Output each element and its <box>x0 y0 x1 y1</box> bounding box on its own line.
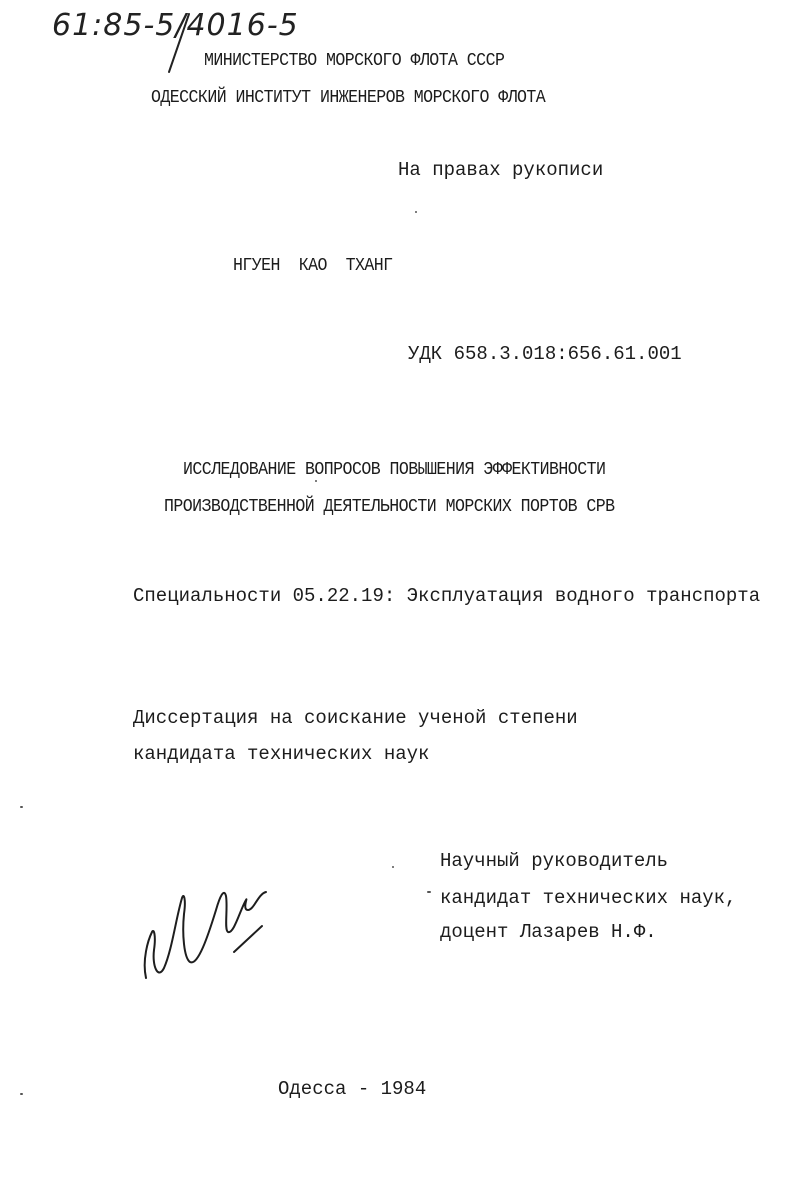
ministry-name: МИНИСТЕРСТВО МОРСКОГО ФЛОТА СССР <box>204 51 505 71</box>
institute-name: ОДЕССКИЙ ИНСТИТУТ ИНЖЕНЕРОВ МОРСКОГО ФЛОТА <box>151 88 546 108</box>
supervisor-degree: кандидат технических наук, <box>440 887 737 909</box>
archive-mark-handwritten: 61:85-5/4016-5 <box>52 8 299 43</box>
specialty-line: Специальности 05.22.19: Эксплуатация водного транспорта <box>133 585 761 607</box>
udc-code: УДК 658.3.018:656.61.001 <box>408 343 682 365</box>
scan-speck <box>392 866 394 868</box>
place-and-year: Одесса - 1984 <box>278 1078 427 1100</box>
handwritten-signature <box>138 870 278 990</box>
manuscript-note: На правах рукописи <box>398 159 604 181</box>
supervisor-role: Научный руководитель <box>440 850 669 872</box>
scan-speck <box>20 806 23 808</box>
scan-speck <box>20 1093 23 1095</box>
dissertation-line-2: кандидата технических наук <box>133 743 430 765</box>
scan-speck <box>415 211 417 213</box>
supervisor-name: доцент Лазарев Н.Ф. <box>440 921 657 943</box>
scan-speck <box>427 891 431 893</box>
scan-speck <box>315 480 317 482</box>
title-line-1: ИССЛЕДОВАНИЕ ВОПРОСОВ ПОВЫШЕНИЯ ЭФФЕКТИВНОСТИ <box>183 460 606 480</box>
handwritten-slash <box>163 12 193 76</box>
title-line-2: ПРОИЗВОДСТВЕННОЙ ДЕЯТЕЛЬНОСТИ МОРСКИХ ПОРТОВ СРВ <box>164 497 615 517</box>
author-name: НГУЕН КАО ТХАНГ <box>233 256 393 276</box>
dissertation-line-1: Диссертация на соискание ученой степени <box>133 707 578 729</box>
